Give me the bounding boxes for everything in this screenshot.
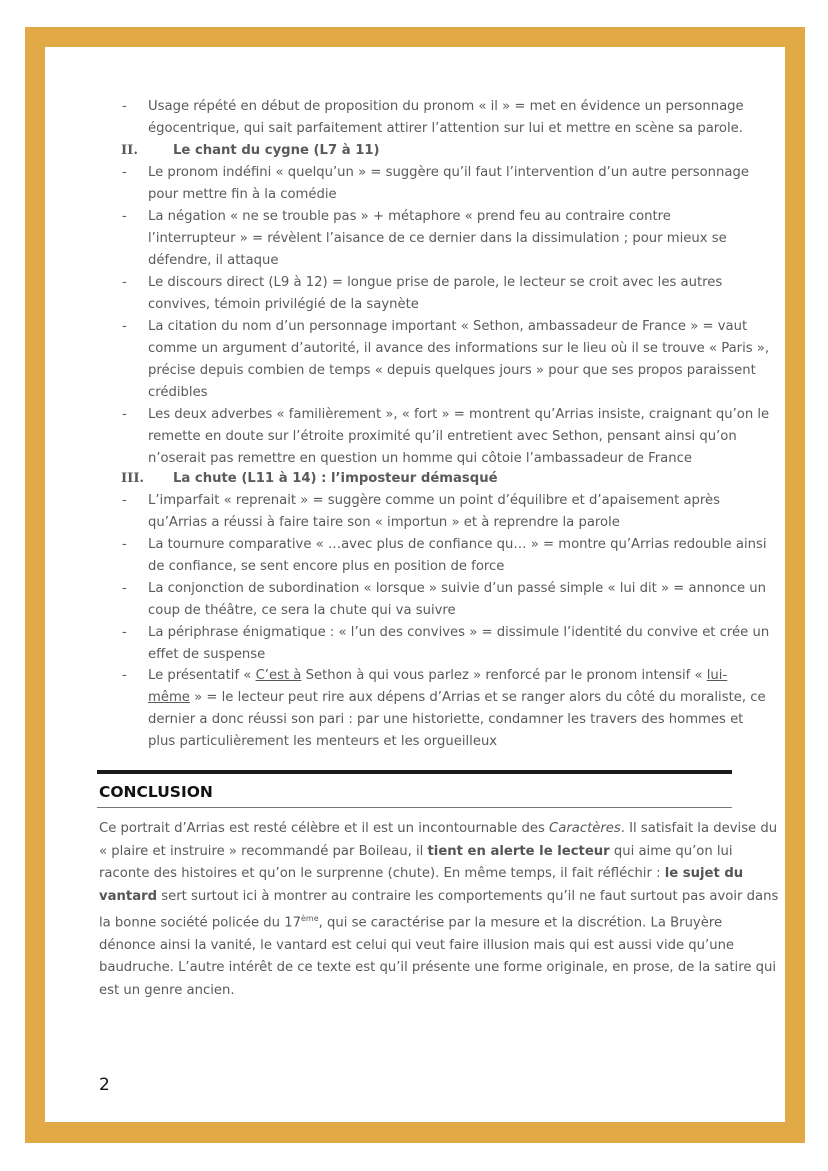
bullet-line: Le pronom indéfini « quelqu’un » = suggère qu’il faut l’intervention d’un autre personnage xyxy=(148,165,749,180)
bullet-line: pour mettre fin à la comédie xyxy=(148,187,337,202)
bullet-text xyxy=(148,272,738,316)
text-run: sert surtout ici à montrer au contraire les comportements qu’il ne faut surtout pas avoir dans xyxy=(157,888,779,904)
bullet-line: crédibles xyxy=(148,385,208,400)
bullet-line: précise depuis combien de temps « depuis quelques jours » pour que ses propos paraissent xyxy=(148,363,756,378)
section-title: Le chant du cygne (L7 à 11) xyxy=(173,143,380,158)
underlined-text: même xyxy=(148,690,190,705)
bold-text: le sujet du xyxy=(664,866,744,881)
bullet-line: La négation « ne se trouble pas » + métaphore « prend feu au contraire contre xyxy=(148,209,671,224)
bullet-dash: - xyxy=(122,165,127,180)
bullet-line: coup de théâtre, ce sera la chute qui va suivre xyxy=(148,603,456,618)
paragraph-line xyxy=(99,841,739,864)
bullet-line xyxy=(148,665,738,687)
bullet-line: La citation du nom d’un personnage important « Sethon, ambassadeur de France » = vaut xyxy=(148,319,748,334)
bullet-line: qu’Arrias a réussi à faire taire son « importun » et à reprendre la parole xyxy=(148,515,620,530)
bullet-line: Le discours direct (L9 à 12) = longue prise de parole, le lecteur se croit avec les autres xyxy=(148,275,723,290)
bullet-line: l’interrupteur » = révèlent l’aisance de ce dernier dans la dissimulation ; pour mieux se xyxy=(148,231,727,246)
paragraph-line: dénonce ainsi la vanité, le vantard est celui qui veut faire illusion mais qui est aussi vide qu’une xyxy=(99,937,735,953)
paragraph-line: est un genre ancien. xyxy=(99,982,235,998)
underlined-text: C’est à xyxy=(255,668,302,683)
bullet-line: n’oserait pas remettre en question un homme qui côtoie l’ambassadeur de France xyxy=(148,451,692,466)
page-number: 2 xyxy=(99,1075,110,1095)
bullet-text xyxy=(148,316,770,404)
text-run: , qui se caractérise par la mesure et la discrétion. La Bruyère xyxy=(318,915,723,931)
paragraph-line xyxy=(99,886,779,909)
bullet-dash: - xyxy=(122,319,127,334)
bullet-dash: - xyxy=(122,493,127,508)
bullet-text xyxy=(148,665,766,753)
paragraph-line xyxy=(99,818,778,841)
bullet-text xyxy=(148,622,770,666)
bullet-text xyxy=(148,578,767,622)
bold-text: tient en alerte le lecteur xyxy=(427,843,610,859)
bullet-line: convives, témoin privilégié de la saynète xyxy=(148,297,419,312)
bullet-dash: - xyxy=(122,99,127,114)
bullet-line: Les deux adverbes « familièrement », « fort » = montrent qu’Arrias insiste, craignant qu’on le xyxy=(148,407,770,422)
italic-text: Caractères xyxy=(549,821,621,836)
bullet-line: La périphrase énigmatique : « l’un des convives » = dissimule l’identité du convive et crée un xyxy=(148,625,770,640)
bullet-dash: - xyxy=(122,275,127,290)
text-run: » = le lecteur peut rire aux dépens d’Arrias et se ranger alors du côté du moraliste, ce xyxy=(189,690,766,705)
text-run: Ce portrait d’Arrias est resté célèbre et il est un incontournable des xyxy=(99,821,550,836)
conclusion-paragraph xyxy=(99,818,779,1002)
text-run: « plaire et instruire » recommandé par Boileau, il xyxy=(99,843,428,859)
section-number: III. xyxy=(121,471,145,486)
bullet-line: dernier a donc réussi son pari : par une historiette, condamner les travers des hommes et xyxy=(148,712,744,727)
bullet-line: La tournure comparative « …avec plus de confiance qu… » = montre qu’Arrias redouble ainsi xyxy=(148,537,767,552)
conclusion-top-rule xyxy=(97,770,732,774)
bullet-line: Usage répété en début de proposition du pronom « il » = met en évidence un personnage xyxy=(148,99,744,114)
document-page xyxy=(45,47,785,1122)
conclusion-heading: CONCLUSION xyxy=(99,783,213,801)
bullet-line: comme un argument d’autorité, il avance des informations sur le lieu où il se trouve « Paris », xyxy=(148,341,770,356)
bullet-line: plus particulièrement les menteurs et les orgueilleux xyxy=(148,734,498,749)
bullet-line xyxy=(148,687,766,709)
bullet-text xyxy=(148,206,738,272)
bullet-dash: - xyxy=(122,581,127,596)
superscript: ème xyxy=(300,914,319,923)
text-run: . Il satisfait la devise du xyxy=(620,821,778,836)
bullet-dash: - xyxy=(122,209,127,224)
text-run: raconte des histoires et qu’on le surprenne (chute). En même temps, il fait réfléchir : xyxy=(99,866,665,881)
bullet-line: égocentrique, qui sait parfaitement attirer l’attention sur lui et mettre en scène sa parole. xyxy=(148,121,743,136)
section-title: La chute (L11 à 14) : l’imposteur démasqué xyxy=(173,471,498,486)
text-run: Le présentatif « xyxy=(148,668,256,683)
bullet-text xyxy=(148,534,767,578)
bullet-dash: - xyxy=(122,407,127,422)
section-number: II. xyxy=(121,143,138,158)
text-run: la bonne société policée du 17 xyxy=(99,915,301,931)
text-run: qui aime qu’on lui xyxy=(609,843,733,859)
paragraph-line: baudruche. L’autre intérêt de ce texte est qu’il présente une forme originale, en prose, de la satire qui xyxy=(99,960,777,976)
paragraph-line xyxy=(99,863,744,886)
bullet-text xyxy=(148,96,744,140)
bullet-line: défendre, il attaque xyxy=(148,253,279,268)
bullet-dash: - xyxy=(122,625,127,640)
bullet-text xyxy=(148,162,749,206)
bullet-text xyxy=(148,404,770,470)
underlined-text: lui- xyxy=(706,668,728,683)
bullet-dash: - xyxy=(122,537,127,552)
bullet-line: effet de suspense xyxy=(148,647,266,662)
bullet-text xyxy=(148,490,738,534)
bold-text: vantard xyxy=(99,888,158,904)
bullet-line: L’imparfait « reprenait » = suggère comme un point d’équilibre et d’apaisement après xyxy=(148,493,721,508)
bullet-line: de confiance, se sent encore plus en position de force xyxy=(148,559,505,574)
bullet-line: La conjonction de subordination « lorsque » suivie d’un passé simple « lui dit » = annonce un xyxy=(148,581,767,596)
conclusion-bottom-rule xyxy=(97,807,732,808)
bullet-dash: - xyxy=(122,668,127,683)
text-run: Sethon à qui vous parlez » renforcé par le pronom intensif « xyxy=(301,668,707,683)
bullet-line: remette en doute sur l’étroite proximité qu’il entretient avec Sethon, pensant ainsi qu’on xyxy=(148,429,737,444)
paragraph-line xyxy=(99,908,739,935)
